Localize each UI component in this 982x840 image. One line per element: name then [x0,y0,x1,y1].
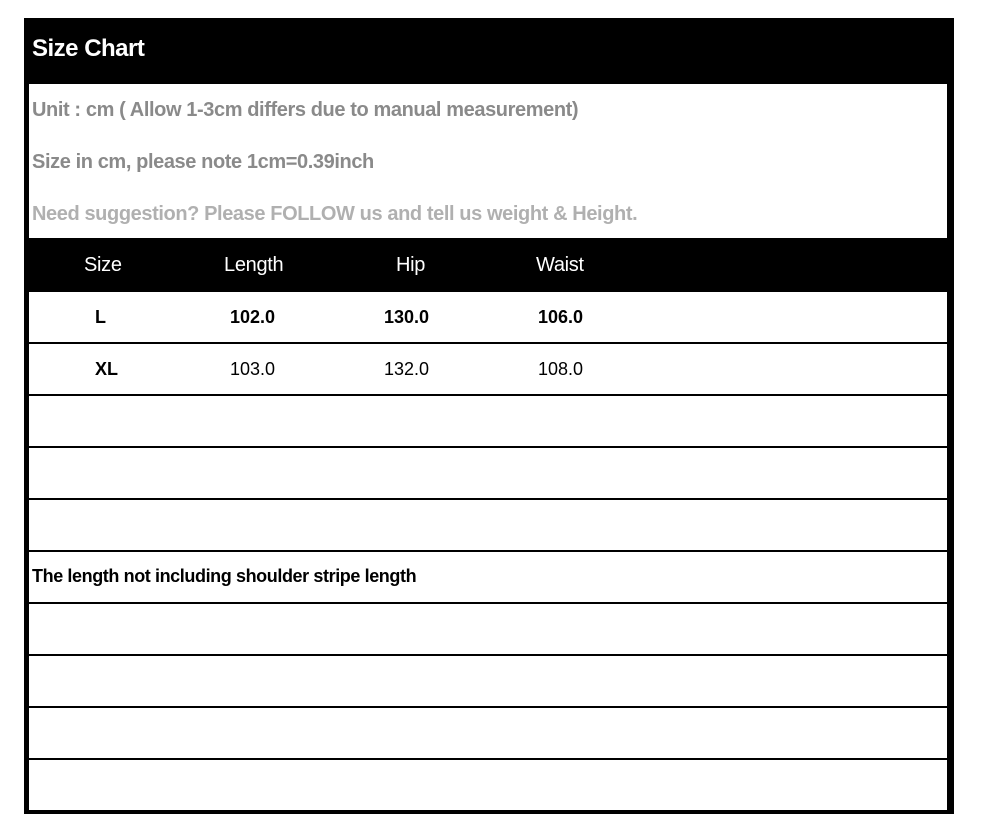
conversion-note: Size in cm, please note 1cm=0.39inch [32,151,374,173]
suggestion-note: Need suggestion? Please FOLLOW us and tell us weight & Height. [32,203,638,225]
header-size: Size [84,254,122,276]
empty-row [29,500,947,550]
cell-waist: 108.0 [538,359,584,379]
chart-title: Size Chart [32,35,145,62]
table-row [29,344,947,394]
cell-waist: 106.0 [538,307,584,327]
header-length: Length [224,254,284,276]
cell-size: XL [95,359,119,379]
header-waist: Waist [536,254,584,276]
empty-row [29,760,947,810]
empty-row [29,708,947,758]
cell-hip: 130.0 [384,307,430,327]
footnote-text: The length not including shoulder stripe length [32,566,417,586]
cell-size: L [95,307,106,327]
table-row [29,292,947,342]
table-header-row [24,238,954,291]
title-bar [24,18,954,84]
empty-row [29,656,947,706]
footnote-row [29,552,947,602]
cell-length: 103.0 [230,359,276,379]
empty-row [29,604,947,654]
empty-row [29,396,947,446]
empty-row [29,448,947,498]
unit-note: Unit : cm ( Allow 1-3cm differs due to manual measurement) [32,99,579,121]
cell-length: 102.0 [230,307,276,327]
size-chart-table [24,18,954,814]
notes-section [29,84,947,238]
cell-hip: 132.0 [384,359,430,379]
header-hip: Hip [396,254,426,276]
